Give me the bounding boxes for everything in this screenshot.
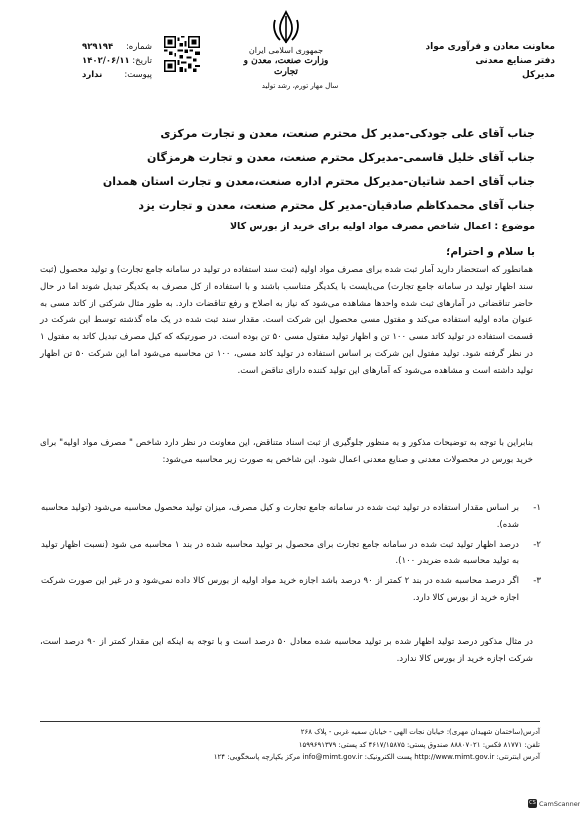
qr-code-icon — [164, 36, 200, 72]
list-item — [41, 500, 541, 534]
list-item-text: بر اساس مقدار استفاده در تولید ثبت شده در سامانه جامع تجارت و کیل مصرف، میزان تولید محصول محاسبه می‌شود (تولید محاسبه شده). — [41, 503, 519, 530]
subject-line: موضوع : اعمال شاخص مصرف مواد اولیه برای خرید از بورس کالا — [229, 221, 535, 232]
organization-block — [420, 40, 555, 82]
footer-contact: تلفن: ۸۱۷۷۱ فکس: ۸۸۸۰۷۰۲۱ صندوق پستی: ۴۶۱۷/۱۵۸۷۵ کد پستی: ۱۵۹۹۶۹۱۳۷۹ — [298, 740, 540, 749]
letter-metadata — [82, 40, 152, 82]
list-item — [41, 537, 541, 571]
footer-web: آدرس اینترنتی: http://www.mimt.gov.ir پست الکترونیک: info@mimt.gov.ir مرکز یکپارچه پاسخگویی: ۱۲۴ — [213, 753, 540, 761]
attachment-label: پیوست: — [124, 70, 152, 80]
addressee-list — [35, 122, 535, 218]
letter-footer — [40, 721, 540, 764]
attachment-value: ندارد — [82, 70, 103, 80]
list-item-number: ۱- — [533, 503, 541, 513]
ministry-line-1: جمهوری اسلامی ایران — [248, 46, 324, 55]
addressee-2: جناب آقای خلیل قاسمی-مدیرکل محترم صنعت، معدن و تجارت هرمزگان — [146, 151, 535, 164]
year-slogan: سال مهار تورم، رشد تولید — [261, 82, 339, 90]
list-item-number: ۲- — [533, 539, 541, 550]
ministry-line-2: وزارت صنعت، معدن و تجارت — [243, 56, 329, 77]
body-paragraph-1: همانطور که استحضار دارید آمار ثبت شده برای مصرف مواد اولیه (ثبت سند استفاده در تولید در سامانه جامع تجارت) و تولید محصول (ثبت سند اظهار تولید در سامانه جامع تجارت) می‌بایست با یکدیگر متناسب باشند و با استفاده از کل مصرف به یکدیگر تبدیل شوند اما در حال حاضر تناقضاتی در آمارهای ثبت شده واحدها مشاهده می‌شود که نیاز به اصلاح و رفع تناقضات دارد. به طور مثال شرکتی از کاتد مسی به عنوان ماده اولیه استفاده می‌کند و مفتول مسی محصول این شرکت است. مقدار سند ثبت شده در یک ماه گذشته توسط این شرکت در قسمت استفاده در تولید کاتد مسی ۱۰۰ تن و اظهار تولید مفتول مسی ۵۰ تن بوده است. در صورتیکه که کیل مصرف تبدیل کاتد به مفتول ۱ در نظر گرفته شود. تولید مفتول این شرکت بر اساس استفاده در تولید کاتد مسی، ۱۰۰ تن محاسبه می‌شود اما این شرکت ۵۰ تن اظهار تولید داشته است و مشاهده می‌شود که آمارهای این تولید کننده دارای تناقض است. — [40, 265, 533, 376]
list-item-text: اگر درصد محاسبه شده در بند ۲ کمتر از ۹۰ درصد باشد اجازه خرید مواد اولیه از بورس کالا داده نمی‌شود و در غیر این صورت شرکت اجازه خرید از بورس کالا دارد. — [41, 576, 519, 603]
addressee-3: جناب آقای احمد شاتیان-مدیرکل محترم اداره صنعت،معدن و تجارت استان همدان — [102, 175, 535, 188]
addressee-4: جناب آقای محمدکاظم صادقیان-مدیر کل محترم صنعت، معدن و تجارت یزد — [138, 199, 535, 212]
ministry-logo-text — [236, 45, 336, 78]
letter-date: ۱۴۰۲/۰۶/۱۱ — [82, 56, 130, 66]
list-item-text: درصد اظهار تولید ثبت شده در سامانه جامع تجارت برای محصول بر تولید محاسبه شده در بند ۱ محاسبه می شود (نسبت اظهار تولید به تولید محاسبه شده ضربدر ۱۰۰). — [41, 539, 520, 567]
org-line-3: مدیرکل — [521, 70, 555, 80]
number-label: شماره: — [125, 42, 152, 52]
camscanner-logo-icon: CS — [529, 800, 536, 806]
org-line-2: دفتر صنایع معدنی — [475, 56, 555, 66]
letter-number: ۹۲۹۱۹۴ — [82, 42, 114, 52]
camscanner-label: CamScanner — [539, 799, 580, 808]
greeting: با سلام و احترام؛ — [446, 246, 535, 258]
org-line-1: معاونت معادن و فرآوری مواد — [425, 42, 555, 52]
footer-address: آدرس(ساختمان شهیدان مهری): خیابان نجات الهی - خیابان سمیه غربی - پلاک ۲۶۸ — [300, 728, 540, 736]
calculation-steps-list — [41, 500, 541, 610]
body-paragraph-3: در مثال مذکور درصد تولید اظهار شده بر تولید محاسبه شده معادل ۵۰ درصد است و با توجه به اینکه این مقدار کمتر از ۹۰ درصد است، شرکت اجازه خرید از بورس کالا ندارد. — [40, 637, 533, 664]
addressee-1: جناب آقای علی جودکی-مدیر کل محترم صنعت، معدن و تجارت مرکزی — [160, 127, 535, 140]
list-item-number: ۳- — [533, 576, 541, 587]
camscanner-watermark — [528, 799, 580, 808]
body-paragraph-2: بنابراین با توجه به توضیحات مذکور و به منظور جلوگیری از ثبت اسناد متناقض، این معاونت در نظر دارد شاخص " مصرف مواد اولیه" برای خرید بورس در محصولات معدنی و صنایع معدنی اعمال شود. این شاخص به صورت زیر محاسبه می‌شود: — [40, 438, 533, 465]
list-item — [41, 573, 541, 607]
date-label: تاریخ: — [132, 56, 152, 66]
iran-emblem-icon — [270, 10, 302, 44]
